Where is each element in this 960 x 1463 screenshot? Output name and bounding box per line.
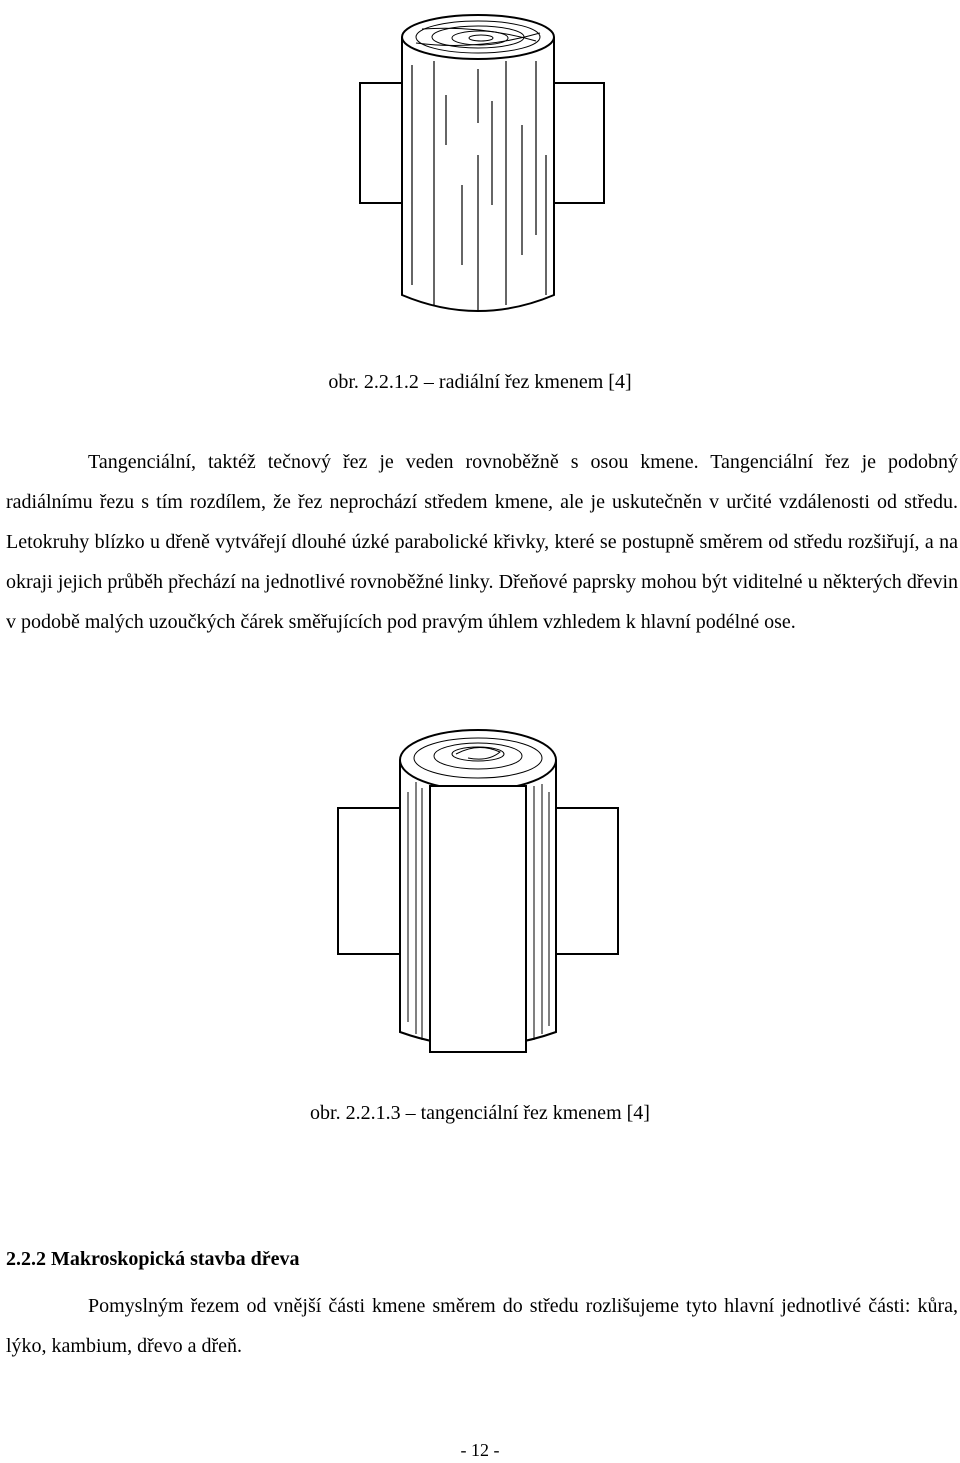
radial-cut-illustration (350, 5, 610, 325)
page-number: - 12 - (460, 1440, 500, 1460)
tangential-cut-illustration (328, 722, 628, 1062)
paragraph-tangential-text: Tangenciální, taktéž tečnový řez je veden rovnoběžně s osou kmene. Tangenciální řez je podobný radiálnímu řezu s tím rozdílem, že řez neprochází středem kmene, ale je uskutečněn v určité vzdálenosti od středu. Letokruhy blízko u dřeně vytvářejí dlouhé úzké parabolické křivky, které se postupně směrem od středu rozšiřují, a na okraji jejich průběh přechází na jednotlivé rovnoběžné linky. Dřeňové paprsky mohou být viditelné u některých dřevin v podobě malých uzoučkých čárek směřujících pod pravým úhlem vzhledem k hlavní podélné ose. (6, 451, 958, 633)
paragraph-tangential (6, 442, 958, 642)
figure-caption-radial: obr. 2.2.1.2 – radiální řez kmenem [4] (328, 371, 632, 393)
section-paragraph-text: Pomyslným řezem od vnější části kmene směrem do středu rozlišujeme tyto hlavní jednotlivé části: kůra, lýko, kambium, dřevo a dřeň. (6, 1295, 958, 1357)
section-heading: 2.2.2 Makroskopická stavba dřeva (6, 1248, 300, 1270)
section-paragraph (6, 1286, 958, 1366)
figure-caption-tangential: obr. 2.2.1.3 – tangenciální řez kmenem [4] (310, 1102, 650, 1124)
